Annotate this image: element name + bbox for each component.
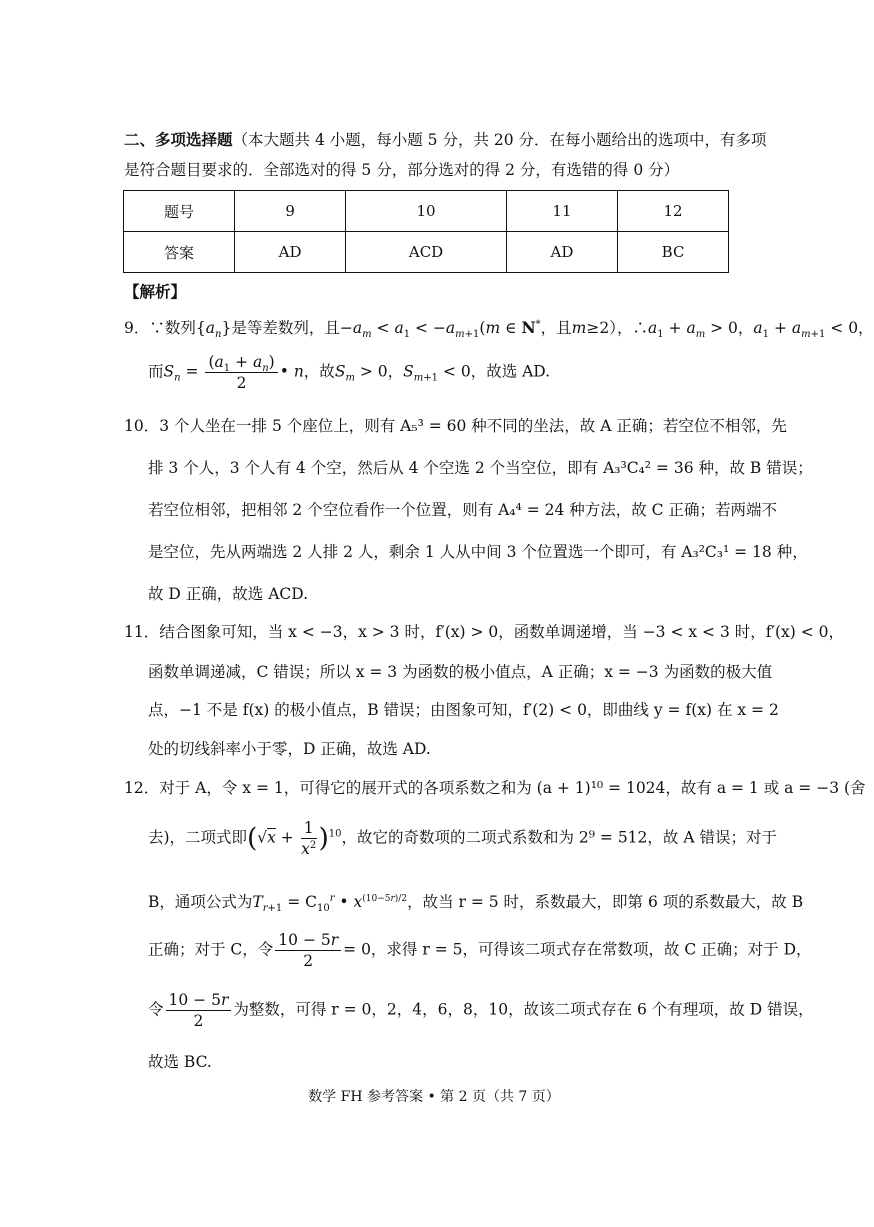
table-row — [124, 191, 729, 232]
q12-line-4 — [148, 930, 812, 971]
table-cell: AD — [506, 232, 617, 273]
table-cell: BC — [618, 232, 729, 273]
fraction: $\frac{10 - 5r}{2}$ — [166, 990, 232, 1031]
section-title: 二、多项选择题 — [124, 130, 233, 149]
q12-line-2: 去)，二项式即(√x + $\frac{1}{x^2}$ )$^{10}$，故它的奇数项的二项式系数和为 2⁹ = 512，故 A 错误；对于 — [148, 819, 777, 858]
page-footer: 数学 FH 参考答案 • 第 2 页（共 7 页） — [308, 1089, 560, 1105]
q10-number: 10． — [124, 417, 160, 435]
q12-text: 令 — [148, 1000, 164, 1019]
q12-line-5 — [148, 990, 814, 1031]
q12-text: 为整数，可得 r = 0，2，4，6，8，10，故该二项式存在 6 个有理项，故 D 错误， — [233, 1000, 814, 1019]
q9-text: ，且 — [540, 319, 572, 337]
q12-text: ，故当 r = 5 时，系数最大，即第 6 项的系数最大，故 B — [407, 893, 804, 911]
fraction: $\frac{(a_1 + a_n)}{2}$ — [205, 352, 277, 393]
q11-line-4: 处的切线斜率小于零，D 正确，故选 AD. — [148, 740, 431, 758]
q10-line-2: 排 3 个人，3 个人有 4 个空，然后从 4 个空选 2 个当空位，即有 A₃³C₄² = 36 种，故 B 错误； — [148, 459, 813, 477]
q9-text: ），∴ — [609, 319, 648, 337]
table-cell: 答案 — [124, 232, 235, 273]
q12-text: 对于 A，令 x = 1，可得它的展开式的各项系数之和为 (a + 1)¹⁰ = 1024，故有 a = 1 或 a = −3 (舍 — [159, 779, 866, 797]
q12-text: ，故它的奇数项的二项式系数和为 2⁹ = 512，故 A 错误；对于 — [341, 828, 777, 847]
section-intro-1: （本大题共 4 小题，每小题 5 分，共 20 分．在每小题给出的选项中，有多项 — [232, 131, 767, 149]
q10-text: 3 个人坐在一排 5 个座位上，则有 A₅³ = 60 种不同的坐法，故 A 正确；若空位不相邻，先 — [159, 417, 787, 435]
q11-text: 结合图象可知，当 x < −3，x > 3 时，f′(x) > 0，函数单调递增，当 −3 < x < 3 时，f′(x) < 0， — [159, 623, 845, 641]
section-intro-2: 是符合题目要求的．全部选对的得 5 分，部分选对的得 2 分，有选错的得 0 分） — [124, 161, 680, 179]
q11-line-1 — [124, 620, 844, 642]
q10-line-1 — [124, 414, 787, 436]
q9-text: ，故 — [303, 362, 335, 381]
table-row — [124, 232, 729, 273]
q12-number: 12． — [124, 779, 160, 797]
q10-line-3: 若空位相邻，把相邻 2 个空位看作一个位置，则有 A₄⁴ = 24 种方法，故 C 正确；若两端不 — [148, 501, 777, 519]
table-cell: 题号 — [124, 191, 235, 232]
q10-line-4: 是空位，先从两端选 2 人排 2 人，剩余 1 人从中间 3 个位置选一个即可，有 A₃²C₃¹ = 18 种， — [148, 543, 808, 561]
q12-text: = 0，求得 r = 5，可得该二项式存在常数项，故 C 正确；对于 D， — [343, 940, 812, 959]
section-header — [124, 128, 767, 150]
q9-text: ，故选 AD. — [470, 362, 551, 381]
table-cell: 11 — [506, 191, 617, 232]
table-cell: AD — [235, 232, 346, 273]
q9-text: 是等差数列，且 — [231, 319, 340, 337]
table-cell: 10 — [346, 191, 507, 232]
fraction: $\frac{1}{x^2}$ — [301, 819, 317, 858]
q9-number: 9． — [124, 319, 150, 337]
table-cell: 9 — [235, 191, 346, 232]
q12-text: B，通项公式为 — [148, 893, 253, 911]
table-cell: 12 — [618, 191, 729, 232]
q9-text: 而 — [148, 362, 164, 381]
table-cell: ACD — [346, 232, 507, 273]
q12-text: 正确；对于 C，令 — [148, 940, 274, 959]
q9-text: ∵数列 — [149, 319, 196, 337]
q12-line-1 — [124, 776, 866, 798]
q10-line-5: 故 D 正确，故选 ACD. — [148, 585, 309, 603]
analysis-label: 【解析】 — [124, 282, 187, 301]
q12-line-3: B，通项公式为$T_{r+1} = C_{10}^r$ • $x^{(10-5r)/2}$，故当 r = 5 时，系数最大，即第 6 项的系数最大，故 B — [148, 892, 804, 915]
q11-number: 11． — [124, 623, 160, 641]
q12-text: 去)，二项式即 — [148, 828, 248, 847]
q11-line-3: 点，−1 不是 f(x) 的极小值点，B 错误；由图象可知，f′(2) < 0，即曲线 y = f(x) 在 x = 2 — [148, 701, 779, 719]
q12-line-6: 故选 BC. — [148, 1053, 212, 1071]
fraction: $\frac{10 - 5r}{2}$ — [275, 930, 341, 971]
q9-line-2: 而$S_n$ = $\frac{(a_1 + a_n)}{2}$ • n，故$S_m > 0$，$S_{m+1} < 0$，故选 AD. — [148, 353, 551, 392]
q9-line-1: 9．∵数列$\{a_n\}$是等差数列，且$-a_m < a_1 < -a_{m+1}(m$ ∈ N*，且m≥2），$\therefore a_1 + a_m > 0$，$a_1 + a_{m+1} < 0$， — [124, 318, 874, 341]
q11-line-2: 函数单调递减，C 错误；所以 x = 3 为函数的极小值点，A 正确；x = −3 为函数的极大值 — [148, 663, 773, 681]
answer-table — [123, 190, 729, 273]
